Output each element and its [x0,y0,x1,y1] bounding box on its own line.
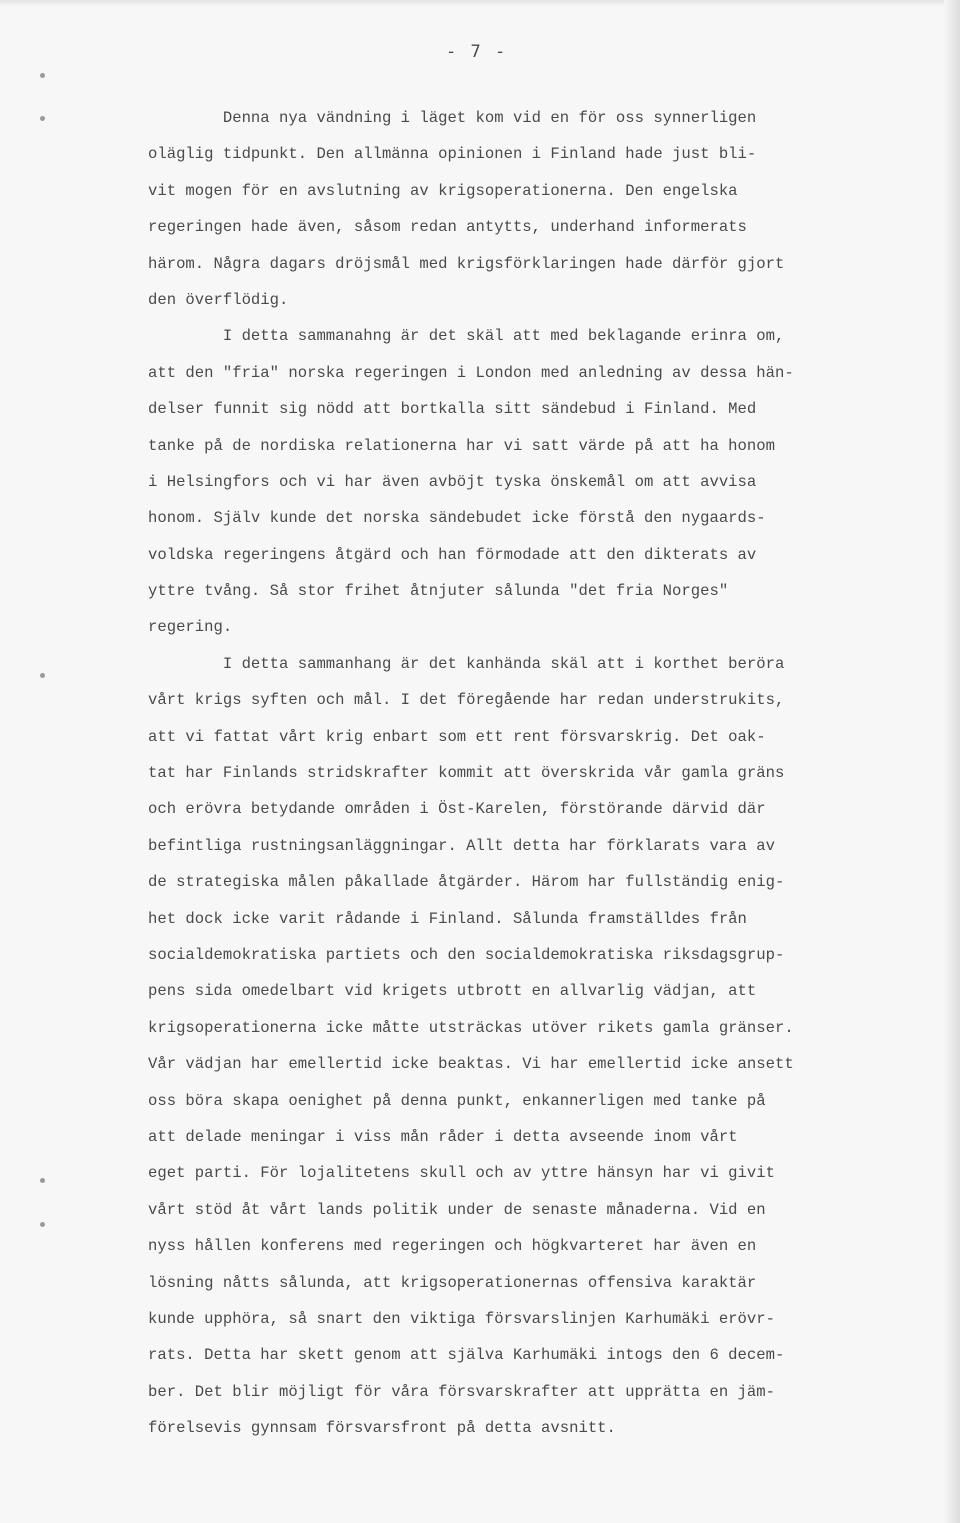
text-line: och erövra betydande områden i Öst-Karelen, förstörande därvid där [148,800,766,819]
text-line: Denna nya vändning i läget kom vid en för oss synnerligen [148,109,757,127]
text-line: vårt stöd åt vårt lands politik under de senaste månaderna. Vid en [148,1200,766,1219]
text-line: ber. Det blir möjligt för våra försvarskrafter att upprätta en jäm- [148,1382,775,1401]
text-line: lösning nåtts sålunda, att krigsoperationernas offensiva karaktär [148,1273,757,1292]
text-line: het dock icke varit rådande i Finland. Sålunda framställdes från [148,909,747,928]
text-line: oss böra skapa oenighet på denna punkt, enkannerligen med tanke på [148,1091,766,1110]
text-line: förelsevis gynnsam försvarsfront på detta avsnitt. [148,1419,616,1438]
text-line: oläglig tidpunkt. Den allmänna opinionen i Finland hade just bli- [148,145,757,164]
text-line: kunde upphöra, så snart den viktiga försvarslinjen Karhumäki erövr- [148,1309,775,1328]
text-line: att den "fria" norska regeringen i London med anledning av dessa hän- [148,363,794,382]
text-line: socialdemokratiska partiets och den socialdemokratiska riksdagsgrup- [148,945,785,964]
text-line: I detta sammanahng är det skäl att med beklagande erinra om, [148,327,785,346]
text-line: vit mogen för en avslutning av krigsoperationerna. Den engelska [148,181,738,200]
text-line: yttre tvång. Så stor frihet åtnjuter sålunda "det fria Norges" [148,582,729,601]
text-line: att delade meningar i viss mån råder i detta avseende inom vårt [148,1127,738,1146]
text-line: pens sida omedelbart vid krigets utbrott en allvarlig vädjan, att [148,982,757,1001]
text-line: eget parti. För lojalitetens skull och av yttre hänsyn har vi givit [148,1164,775,1183]
punch-hole-mark [40,73,45,78]
text-line: tat har Finlands stridskrafter kommit att överskrida vår gamla gräns [148,764,785,783]
page-number: - 7 - [446,42,508,62]
text-line: härom. Några dagars dröjsmål med krigsförklaringen hade därför gjort [148,254,785,273]
document-body-text [148,100,908,1446]
punch-hole-mark [40,1178,45,1183]
text-line: krigsoperationerna icke måtte utsträckas utöver rikets gamla gränser. [148,1018,794,1037]
text-line: befintliga rustningsanläggningar. Allt detta har förklarats vara av [148,836,775,855]
text-line: tanke på de nordiska relationerna har vi satt värde på att ha honom [148,436,775,455]
text-line: att vi fattat vårt krig enbart som ett rent försvarskrig. Det oak- [148,727,766,746]
punch-hole-mark [40,116,45,121]
text-line: I detta sammanhang är det kanhända skäl att i korthet beröra [148,654,785,673]
text-line: voldska regeringens åtgärd och han förmodade att den dikterats av [148,545,757,564]
text-line: regering. [148,618,233,637]
text-line: honom. Själv kunde det norska sändebudet icke förstå den nygaards- [148,509,766,528]
text-line: Vår vädjan har emellertid icke beaktas. Vi har emellertid icke ansett [148,1055,794,1074]
text-line: i Helsingfors och vi har även avböjt tyska önskemål om att avvisa [148,472,757,491]
text-line: den överflödig. [148,290,289,309]
page-right-edge [944,0,960,1523]
text-line: nyss hållen konferens med regeringen och högkvarteret har även en [148,1237,757,1256]
text-line: delser funnit sig nödd att bortkalla sitt sändebud i Finland. Med [148,400,757,419]
page-top-edge [0,0,960,6]
text-line: de strategiska målen påkallade åtgärder. Härom har fullständig enig- [148,873,785,892]
punch-hole-mark [40,1222,45,1227]
text-line: rats. Detta har skett genom att själva Karhumäki intogs den 6 decem- [148,1346,785,1365]
text-line: regeringen hade även, såsom redan antytts, underhand informerats [148,218,747,237]
text-line: vårt krigs syften och mål. I det föregående har redan understrukits, [148,691,785,710]
punch-hole-mark [40,673,45,678]
